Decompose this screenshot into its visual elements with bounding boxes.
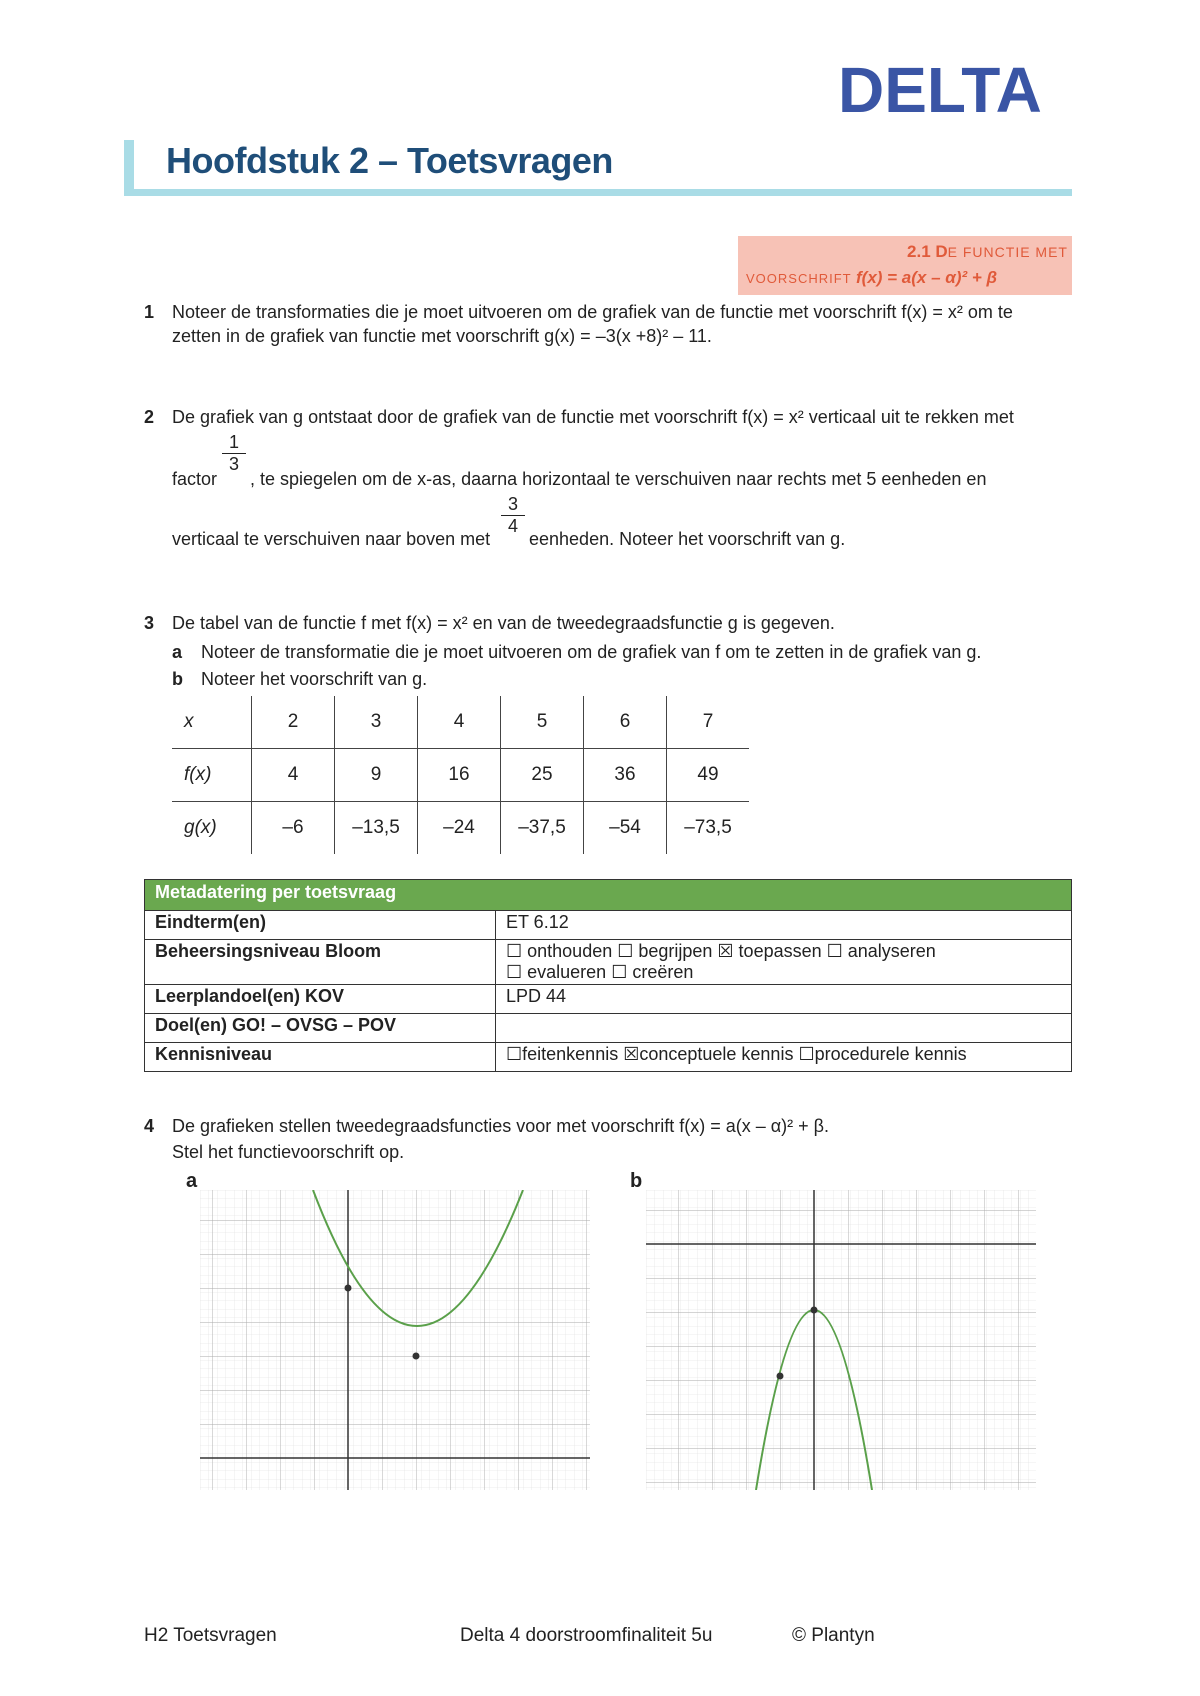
metadata-value (496, 940, 1072, 985)
metadata-value: ET 6.12 (496, 911, 1072, 940)
question-2-line2: , te spiegelen om de x-as, daarna horizontaal te verschuiven naar rechts met 5 eenheden en (250, 469, 987, 489)
fraction-one-third (222, 432, 246, 475)
question-2-line3-post: eenheden. Noteer het voorschrift van g. (529, 529, 846, 549)
table-row (145, 940, 1072, 985)
table-cell: –73,5 (667, 802, 750, 855)
bloom-options-line1: ☐ onthouden ☐ begrijpen ☒ toepassen ☐ analyseren (506, 941, 936, 961)
table-cell: 5 (501, 696, 584, 749)
table-row (145, 1043, 1072, 1072)
question-2-line3-pre: verticaal te verschuiven naar boven met (172, 529, 491, 549)
question-4-line1: De grafieken stellen tweedegraadsfuncties voor met voorschrift f(x) = a(x – α)² + β. (172, 1116, 830, 1136)
question-3a-label: a (172, 642, 183, 662)
function-table (172, 696, 749, 854)
title-accent-bar (124, 140, 134, 192)
question-2-number: 2 (144, 407, 155, 427)
section-number: 2.1 (907, 242, 936, 261)
point-vertex (413, 1353, 420, 1360)
question-2-line1: De grafiek van g ontstaat door de grafiek van de functie met voorschrift f(x) = x² verticaal uit te rekken met (172, 407, 1014, 427)
metadata-header: Metadatering per toetsvraag (145, 880, 1072, 911)
question-3b-text: Noteer het voorschrift van g. (201, 669, 428, 689)
table-row (172, 749, 749, 802)
section-label (738, 236, 1072, 295)
metadata-key: Leerplandoel(en) KOV (145, 985, 496, 1014)
section-title-start: D (935, 242, 948, 261)
table-cell: 36 (584, 749, 667, 802)
metadata-key: Eindterm(en) (145, 911, 496, 940)
point-y-intercept (345, 1285, 352, 1292)
table-cell: 9 (335, 749, 418, 802)
question-3a-text: Noteer de transformatie die je moet uitvoeren om de grafiek van f om te zetten in de grafiek van g. (201, 642, 982, 662)
table-row (145, 911, 1072, 940)
question-3-number: 3 (144, 613, 155, 633)
table-cell: 6 (584, 696, 667, 749)
table-cell: –37,5 (501, 802, 584, 855)
point-vertex (811, 1307, 818, 1314)
section-line2-prefix: VOORSCHRIFT (746, 271, 856, 286)
table-cell: –54 (584, 802, 667, 855)
title-underline (124, 189, 1072, 196)
metadata-key: Beheersingsniveau Bloom (145, 940, 496, 985)
metadata-key: Kennisniveau (145, 1043, 496, 1072)
question-4-number: 4 (144, 1116, 155, 1136)
logo-text: DELTA (838, 54, 1042, 122)
fraction-numerator: 1 (228, 432, 239, 452)
fraction-denominator: 3 (222, 453, 246, 475)
graph-a-label: a (186, 1170, 198, 1192)
question-4-line2: Stel het functievoorschrift op. (172, 1142, 405, 1162)
fraction-numerator: 3 (507, 494, 518, 514)
table-row-label: x (172, 696, 252, 749)
table-cell: 7 (667, 696, 750, 749)
fraction-three-quarters (501, 494, 525, 537)
section-formula: f(x) = a(x – α)² + β (856, 268, 998, 287)
question-1-line1: Noteer de transformaties die je moet uitvoeren om de grafiek van de functie met voorschrift f(x) = x² om te (172, 302, 1013, 322)
coarse-grid (646, 1190, 1036, 1490)
question-3-intro: De tabel van de functie f met f(x) = x² en van de tweedegraadsfunctie g is gegeven. (172, 613, 835, 633)
table-row (145, 985, 1072, 1014)
question-2-factor-label: factor (172, 469, 218, 489)
table-row (145, 1014, 1072, 1043)
page-title: Hoofdstuk 2 – Toetsvragen (166, 140, 613, 181)
table-row-label: g(x) (172, 802, 252, 855)
table-cell: 4 (418, 696, 501, 749)
table-cell: 2 (252, 696, 335, 749)
metadata-value: ☐feitenkennis ☒conceptuele kennis ☐procedurele kennis (496, 1043, 1072, 1072)
question-3b-label: b (172, 669, 183, 689)
question-1-number: 1 (144, 302, 155, 322)
fraction-denominator: 4 (501, 515, 525, 537)
question-1-line2: zetten in de grafiek van functie met voorschrift g(x) = –3(x +8)² – 11. (172, 326, 712, 346)
graph-b (646, 1190, 1036, 1495)
metadata-value: LPD 44 (496, 985, 1072, 1014)
section-title-rest: E FUNCTIE MET (947, 244, 1068, 260)
metadata-table (144, 879, 1072, 1072)
footer-chapter: H2 Toetsvragen (144, 1625, 277, 1646)
table-cell: –24 (418, 802, 501, 855)
coarse-grid (200, 1190, 590, 1490)
table-row (172, 802, 749, 855)
table-cell: 25 (501, 749, 584, 802)
graph-a (200, 1190, 590, 1495)
table-cell: 4 (252, 749, 335, 802)
graph-b-label: b (630, 1170, 643, 1192)
delta-logo (838, 52, 1070, 122)
table-cell: –6 (252, 802, 335, 855)
footer-publisher: © Plantyn (792, 1625, 875, 1646)
table-row-label: f(x) (172, 749, 252, 802)
table-cell: 49 (667, 749, 750, 802)
metadata-key: Doel(en) GO! – OVSG – POV (145, 1014, 496, 1043)
metadata-value (496, 1014, 1072, 1043)
table-cell: 16 (418, 749, 501, 802)
point-on-curve (777, 1373, 784, 1380)
footer-book: Delta 4 doorstroomfinaliteit 5u (460, 1625, 713, 1646)
table-row (172, 696, 749, 749)
table-cell: –13,5 (335, 802, 418, 855)
table-cell: 3 (335, 696, 418, 749)
bloom-options-line2: ☐ evalueren ☐ creëren (506, 962, 694, 982)
